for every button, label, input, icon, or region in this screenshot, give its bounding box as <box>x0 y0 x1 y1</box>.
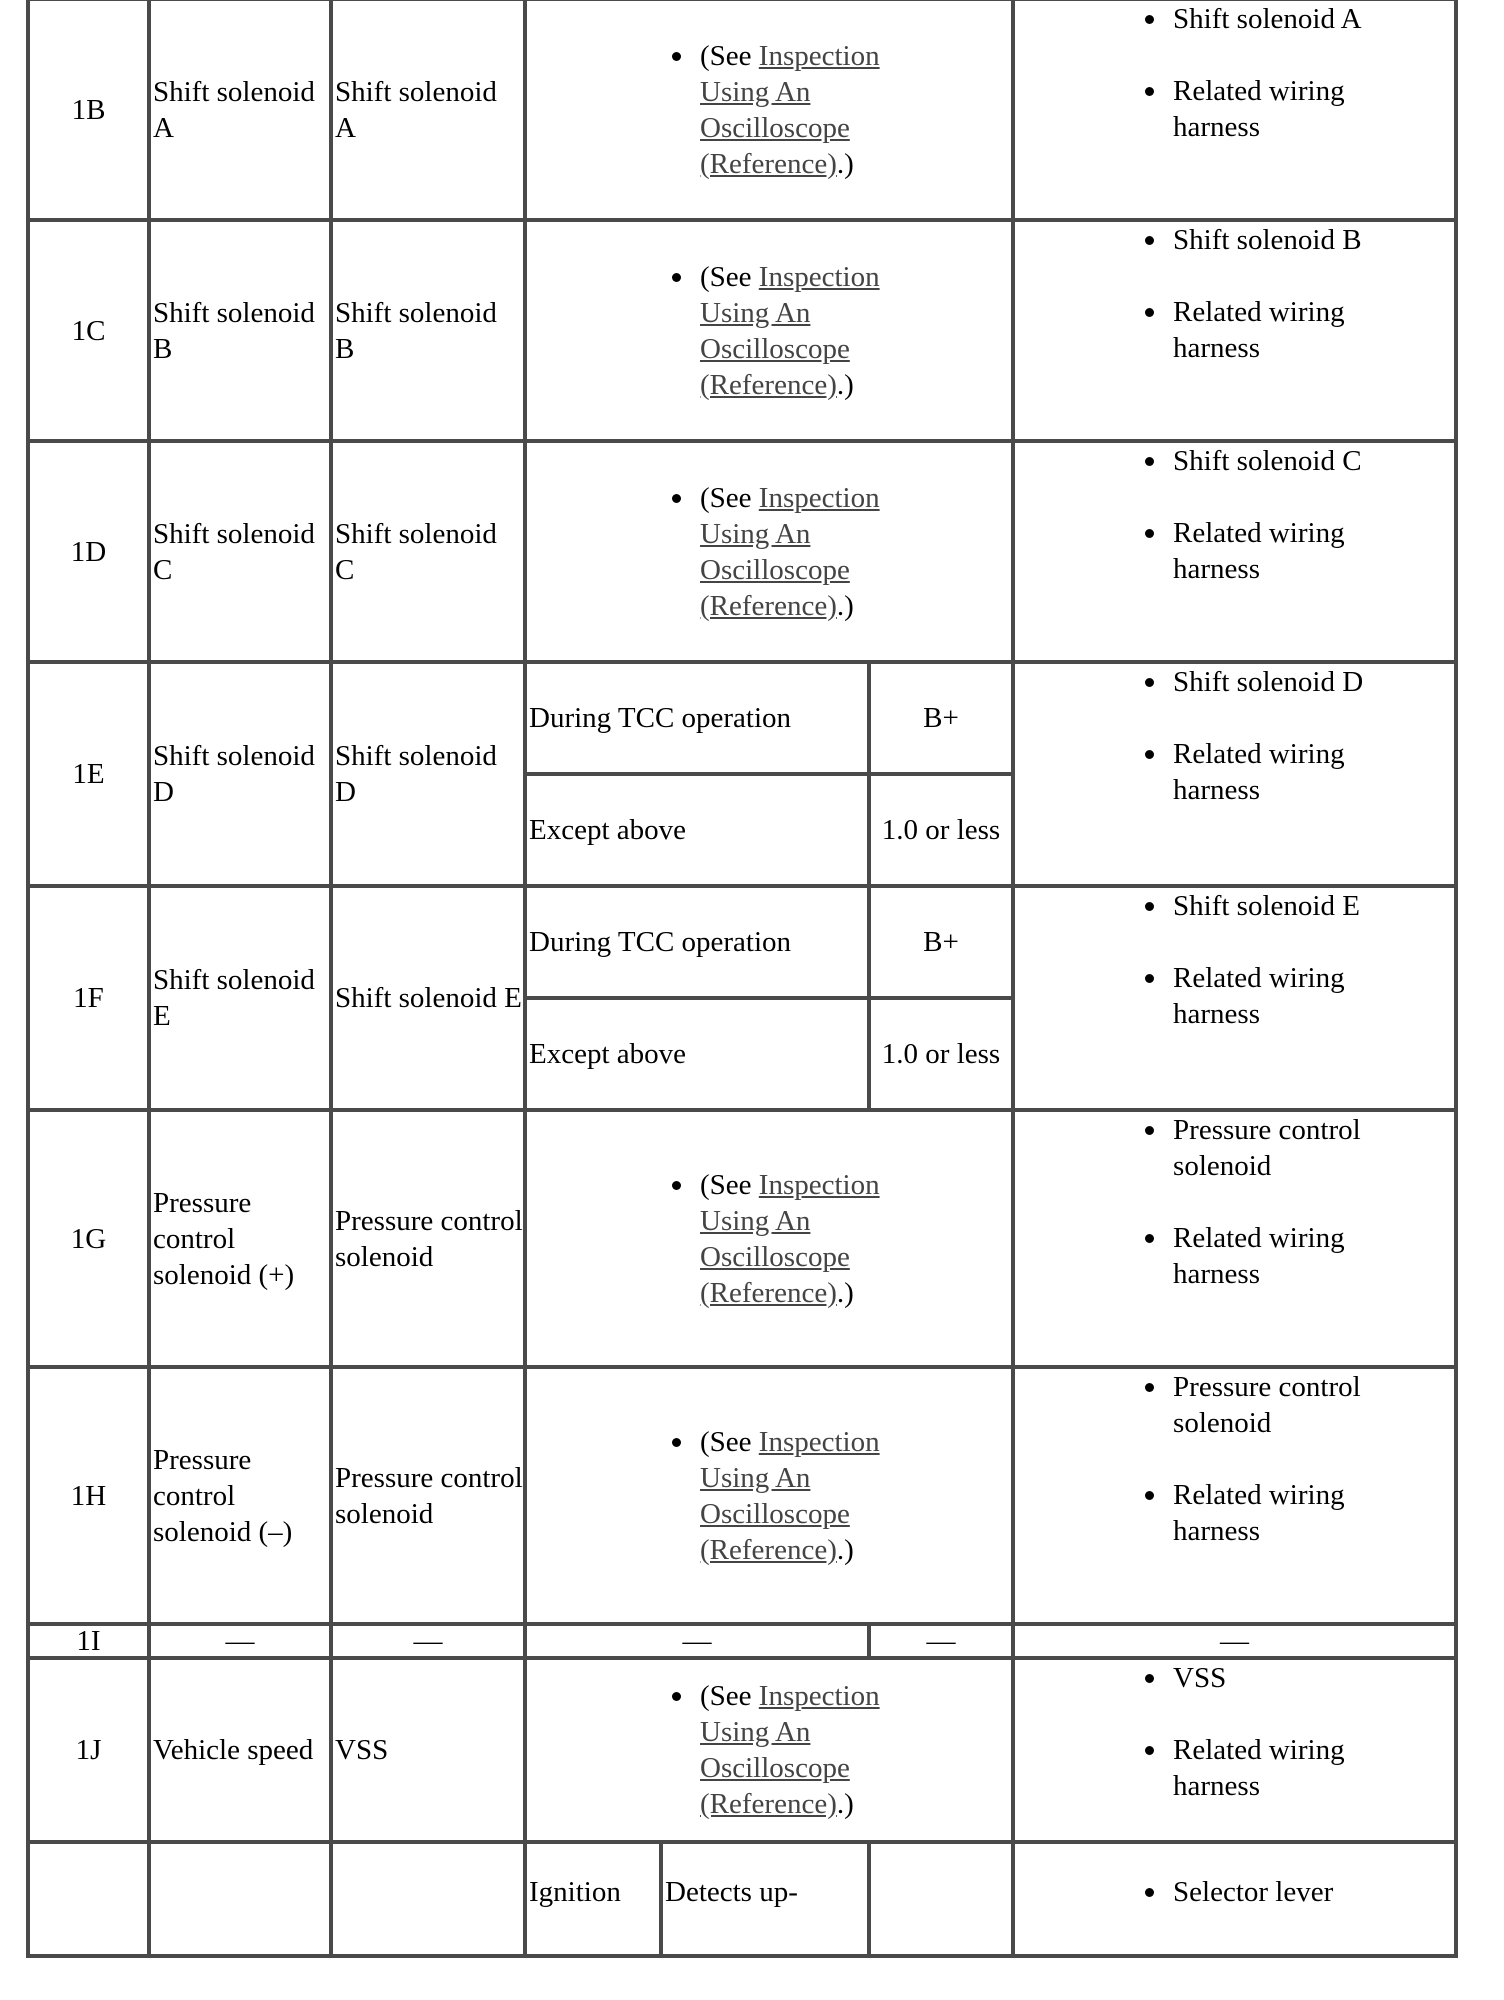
inspection-cell <box>525 1367 1013 1624</box>
cause-item: Related wiring harness <box>1137 960 1417 1032</box>
see-suffix: .) <box>836 368 854 401</box>
connected-to-cell <box>331 1842 525 1956</box>
signal-cell: Pressure control solenoid (+) <box>149 1110 331 1367</box>
detection-cell: Detects up- <box>661 1842 869 1956</box>
inspection-link[interactable]: Inspection Using An Oscilloscope (Reference) <box>700 39 880 180</box>
possible-cause-cell <box>1013 441 1456 662</box>
condition-cell: Except above <box>525 774 869 886</box>
inspection-cell <box>525 0 1013 220</box>
signal-cell: Shift solenoid B <box>149 220 331 441</box>
possible-cause-cell <box>1013 1110 1456 1367</box>
see-prefix: (See <box>700 1425 759 1458</box>
inspection-cell <box>525 1658 1013 1842</box>
signal-cell: Pressure control solenoid (–) <box>149 1367 331 1624</box>
condition-cell: Except above <box>525 998 869 1110</box>
see-prefix: (See <box>700 1680 759 1712</box>
terminal-cell: 1H <box>28 1367 149 1624</box>
table-row <box>28 1367 1456 1624</box>
table-row <box>28 1658 1456 1842</box>
inspection-cell <box>525 220 1013 441</box>
signal-cell: Shift solenoid E <box>149 886 331 1110</box>
inspection-link[interactable]: Inspection Using An Oscilloscope (Reference) <box>700 260 880 401</box>
table-row <box>28 1110 1456 1367</box>
possible-cause-cell <box>1013 1367 1456 1624</box>
inspection-cell <box>525 441 1013 662</box>
see-prefix: (See <box>700 260 759 293</box>
connected-to-cell: Shift solenoid C <box>331 441 525 662</box>
terminal-cell: 1I <box>28 1624 149 1658</box>
terminal-cell: 1B <box>28 0 149 220</box>
inspection-link[interactable]: Inspection Using An Oscilloscope (Reference) <box>700 1680 880 1820</box>
cause-item: Selector lever <box>1137 1874 1417 1910</box>
dash-cell: — <box>331 1624 525 1658</box>
see-suffix: .) <box>836 1276 854 1309</box>
condition-cell: During TCC operation <box>525 886 869 998</box>
cause-item: VSS <box>1137 1660 1417 1696</box>
voltage-cell: B+ <box>869 662 1013 774</box>
voltage-cell: B+ <box>869 886 1013 998</box>
see-prefix: (See <box>700 1168 759 1201</box>
signal-cell: Shift solenoid A <box>149 0 331 220</box>
see-suffix: .) <box>836 1533 854 1566</box>
cause-item: Related wiring harness <box>1137 736 1417 808</box>
terminal-cell: 1J <box>28 1658 149 1842</box>
see-prefix: (See <box>700 481 759 514</box>
signal-cell: Shift solenoid D <box>149 662 331 886</box>
dash-cell: — <box>869 1624 1013 1658</box>
signal-cell: Vehicle speed <box>149 1658 331 1842</box>
connected-to-cell: Shift solenoid B <box>331 220 525 441</box>
condition-cell: Ignition <box>525 1842 661 1956</box>
connected-to-cell: VSS <box>331 1658 525 1842</box>
voltage-cell: 1.0 or less <box>869 774 1013 886</box>
signal-cell: Shift solenoid C <box>149 441 331 662</box>
cause-item: Shift solenoid D <box>1137 664 1417 700</box>
inspection-cell <box>525 1110 1013 1367</box>
see-suffix: .) <box>836 589 854 622</box>
table-row <box>28 0 1456 220</box>
table-row <box>28 220 1456 441</box>
possible-cause-cell <box>1013 0 1456 220</box>
table-row <box>28 886 1456 998</box>
table-row <box>28 1624 1456 1658</box>
condition-cell: During TCC operation <box>525 662 869 774</box>
voltage-cell <box>869 1842 1013 1956</box>
cause-item: Shift solenoid E <box>1137 888 1417 924</box>
terminal-cell: 1F <box>28 886 149 1110</box>
cause-item: Shift solenoid B <box>1137 222 1417 258</box>
see-prefix: (See <box>700 39 759 72</box>
possible-cause-cell <box>1013 220 1456 441</box>
possible-cause-cell <box>1013 1658 1456 1842</box>
see-suffix: .) <box>836 147 854 180</box>
inspection-link[interactable]: Inspection Using An Oscilloscope (Reference) <box>700 1168 880 1309</box>
table-row <box>28 441 1456 662</box>
connected-to-cell: Shift solenoid D <box>331 662 525 886</box>
terminal-cell: 1G <box>28 1110 149 1367</box>
cause-item: Related wiring harness <box>1137 1477 1417 1549</box>
cause-item: Related wiring harness <box>1137 73 1417 145</box>
voltage-cell: 1.0 or less <box>869 998 1013 1110</box>
inspection-link[interactable]: Inspection Using An Oscilloscope (Reference) <box>700 481 880 622</box>
cause-item: Related wiring harness <box>1137 515 1417 587</box>
cause-item: Shift solenoid A <box>1137 1 1417 37</box>
terminal-cell <box>28 1842 149 1956</box>
table-row <box>28 1842 1456 1956</box>
connected-to-cell: Pressure control solenoid <box>331 1367 525 1624</box>
cause-item: Shift solenoid C <box>1137 443 1417 479</box>
dash-cell: — <box>525 1624 869 1658</box>
connected-to-cell: Shift solenoid A <box>331 0 525 220</box>
possible-cause-cell <box>1013 1842 1456 1956</box>
connected-to-cell: Shift solenoid E <box>331 886 525 1110</box>
cause-item: Pressure control solenoid <box>1137 1369 1417 1441</box>
dash-cell: — <box>1013 1624 1456 1658</box>
terminal-cell: 1E <box>28 662 149 886</box>
table-row <box>28 662 1456 774</box>
terminal-cell: 1C <box>28 220 149 441</box>
possible-cause-cell <box>1013 886 1456 1110</box>
connected-to-cell: Pressure control solenoid <box>331 1110 525 1367</box>
inspection-link[interactable]: Inspection Using An Oscilloscope (Reference) <box>700 1425 880 1566</box>
cause-item: Related wiring harness <box>1137 1220 1417 1292</box>
see-suffix: .) <box>836 1788 854 1820</box>
cause-item: Pressure control solenoid <box>1137 1112 1417 1184</box>
terminal-voltage-table <box>26 0 1458 1958</box>
cause-item: Related wiring harness <box>1137 294 1417 366</box>
terminal-cell: 1D <box>28 441 149 662</box>
dash-cell: — <box>149 1624 331 1658</box>
cause-item: Related wiring harness <box>1137 1732 1417 1804</box>
possible-cause-cell <box>1013 662 1456 886</box>
signal-cell <box>149 1842 331 1956</box>
